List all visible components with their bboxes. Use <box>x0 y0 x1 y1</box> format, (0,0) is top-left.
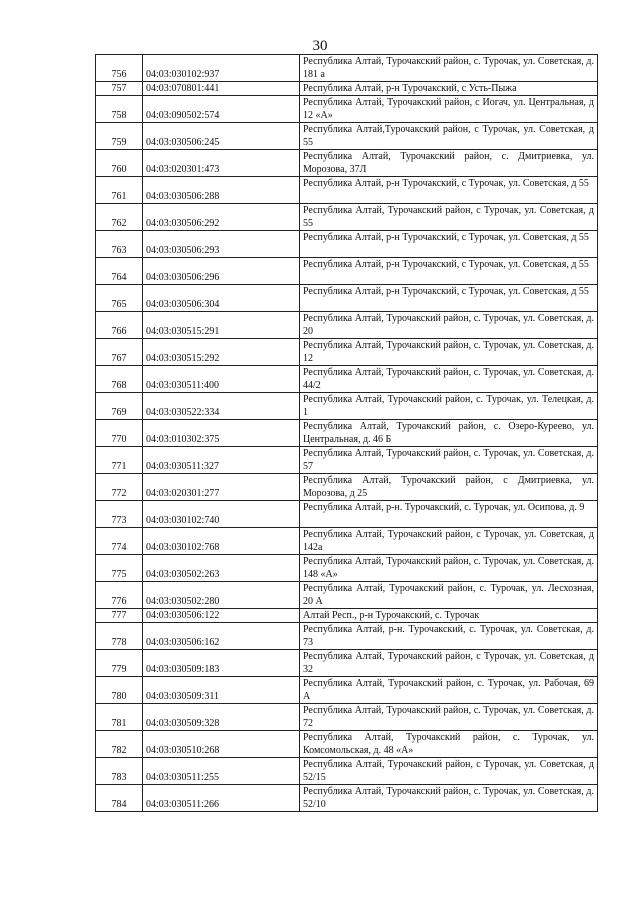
address-cell: Республика Алтай, р-н. Турочакский, с. Турочак, ул. Осипова, д. 9 <box>300 501 598 528</box>
row-number-cell: 760 <box>96 150 143 177</box>
cadastral-number-cell: 04:03:030506:293 <box>143 231 300 258</box>
cadastral-number-cell: 04:03:030511:327 <box>143 447 300 474</box>
cadastral-number-cell: 04:03:030102:768 <box>143 528 300 555</box>
table-row <box>96 704 598 731</box>
table-row <box>96 55 598 82</box>
table-row <box>96 96 598 123</box>
cadastral-number-cell: 04:03:030509:328 <box>143 704 300 731</box>
row-number-cell: 767 <box>96 339 143 366</box>
cadastral-number-cell: 04:03:030506:288 <box>143 177 300 204</box>
cadastral-number-cell: 04:03:030522:334 <box>143 393 300 420</box>
row-number-cell: 770 <box>96 420 143 447</box>
cadastral-number-cell: 04:03:030506:292 <box>143 204 300 231</box>
row-number-cell: 775 <box>96 555 143 582</box>
cadastral-number-cell: 04:03:030102:937 <box>143 55 300 82</box>
table-row <box>96 285 598 312</box>
row-number-cell: 766 <box>96 312 143 339</box>
table-row <box>96 231 598 258</box>
row-number-cell: 773 <box>96 501 143 528</box>
row-number-cell: 784 <box>96 785 143 812</box>
cadastral-number-cell: 04:03:010302:375 <box>143 420 300 447</box>
address-cell: Республика Алтай, Турочакский район, с. Турочак, ул. Советская, д. 20 <box>300 312 598 339</box>
address-cell: Республика Алтай, Турочакский район, с. Турочак, ул. Рабочая, 69 А <box>300 677 598 704</box>
cadastral-number-cell: 04:03:030502:263 <box>143 555 300 582</box>
row-number-cell: 771 <box>96 447 143 474</box>
table-row <box>96 366 598 393</box>
address-cell: Республика Алтай, Турочакский район, с. Турочак, ул. Советская, д. 57 <box>300 447 598 474</box>
row-number-cell: 762 <box>96 204 143 231</box>
cadastral-number-cell: 04:03:030506:245 <box>143 123 300 150</box>
row-number-cell: 756 <box>96 55 143 82</box>
row-number-cell: 764 <box>96 258 143 285</box>
row-number-cell: 769 <box>96 393 143 420</box>
table-row <box>96 258 598 285</box>
address-cell: Республика Алтай, Турочакский район, с. Турочак, ул. Советская, д. 12 <box>300 339 598 366</box>
address-cell: Алтай Респ., р-н Турочакский, с. Турочак <box>300 609 598 623</box>
row-number-cell: 761 <box>96 177 143 204</box>
address-cell: Республика Алтай, р-н Турочакский, с Турочак, ул. Советская, д 55 <box>300 231 598 258</box>
table-row <box>96 501 598 528</box>
table-row <box>96 339 598 366</box>
row-number-cell: 777 <box>96 609 143 623</box>
address-cell: Республика Алтай, р-н Турочакский, с Турочак, ул. Советская, д 55 <box>300 258 598 285</box>
row-number-cell: 781 <box>96 704 143 731</box>
address-cell: Республика Алтай, Турочакский район, с Иогач, ул. Центральная, д 12 «А» <box>300 96 598 123</box>
cadastral-number-cell: 04:03:030502:280 <box>143 582 300 609</box>
cadastral-number-cell: 04:03:030511:266 <box>143 785 300 812</box>
table-row <box>96 555 598 582</box>
row-number-cell: 776 <box>96 582 143 609</box>
table-row <box>96 420 598 447</box>
address-cell: Республика Алтай, р-н Турочакский, с Турочак, ул. Советская, д 55 <box>300 177 598 204</box>
address-cell: Республика Алтай, Турочакский район, с. Турочак, ул. Советская, д. 181 а <box>300 55 598 82</box>
address-cell: Республика Алтай,Турочакский район, с Турочак, ул. Советская, д 55 <box>300 123 598 150</box>
row-number-cell: 772 <box>96 474 143 501</box>
address-cell: Республика Алтай, Турочакский район, с. Турочак, ул. Советская, д. 72 <box>300 704 598 731</box>
table-row <box>96 474 598 501</box>
cadastral-number-cell: 04:03:090502:574 <box>143 96 300 123</box>
cadastral-number-cell: 04:03:030510:268 <box>143 731 300 758</box>
cadastral-number-cell: 04:03:070801:441 <box>143 82 300 96</box>
table-row <box>96 677 598 704</box>
page-number: 30 <box>312 38 328 54</box>
address-cell: Республика Алтай, р-н Турочакский, с Усть-Пыжа <box>300 82 598 96</box>
cadastral-number-cell: 04:03:030506:304 <box>143 285 300 312</box>
row-number-cell: 780 <box>96 677 143 704</box>
address-cell: Республика Алтай, Турочакский район, с. Турочак, ул. Телецкая, д. 1 <box>300 393 598 420</box>
row-number-cell: 774 <box>96 528 143 555</box>
row-number-cell: 782 <box>96 731 143 758</box>
cadastral-number-cell: 04:03:020301:277 <box>143 474 300 501</box>
cadastral-number-cell: 04:03:030511:400 <box>143 366 300 393</box>
cadastral-number-cell: 04:03:020301:473 <box>143 150 300 177</box>
table-row <box>96 785 598 812</box>
table-row <box>96 582 598 609</box>
cadastral-number-cell: 04:03:030511:255 <box>143 758 300 785</box>
row-number-cell: 757 <box>96 82 143 96</box>
table-row <box>96 204 598 231</box>
address-cell: Республика Алтай, Турочакский район, с. Дмитриевка, ул. Морозова, 37Л <box>300 150 598 177</box>
table-row <box>96 393 598 420</box>
address-cell: Республика Алтай, Турочакский район, с. Турочак, ул. Советская, д. 52/10 <box>300 785 598 812</box>
address-cell: Республика Алтай, Турочакский район, с Турочак, ул. Советская, д 142а <box>300 528 598 555</box>
cadastral-table <box>95 54 598 812</box>
cadastral-number-cell: 04:03:030509:311 <box>143 677 300 704</box>
address-cell: Республика Алтай, р-н. Турочакский, с. Турочак, ул. Советская, д. 73 <box>300 623 598 650</box>
row-number-cell: 758 <box>96 96 143 123</box>
address-cell: Республика Алтай, Турочакский район, с Турочак, ул. Советская, д 55 <box>300 204 598 231</box>
table-row <box>96 447 598 474</box>
cadastral-number-cell: 04:03:030102:740 <box>143 501 300 528</box>
cadastral-table-body <box>96 55 598 812</box>
row-number-cell: 759 <box>96 123 143 150</box>
row-number-cell: 765 <box>96 285 143 312</box>
address-cell: Республика Алтай, Турочакский район, с. Озеро-Куреево, ул. Центральная, д. 46 Б <box>300 420 598 447</box>
table-row <box>96 650 598 677</box>
table-row <box>96 177 598 204</box>
table-row <box>96 609 598 623</box>
address-cell: Республика Алтай, Турочакский район, с. Турочак, ул. Советская, д. 148 «А» <box>300 555 598 582</box>
table-row <box>96 758 598 785</box>
address-cell: Республика Алтай, Турочакский район, с. Турочак, ул. Лесхозная, 20 А <box>300 582 598 609</box>
cadastral-number-cell: 04:03:030515:291 <box>143 312 300 339</box>
address-cell: Республика Алтай, Турочакский район, с. Турочак, ул. Советская, д. 44/2 <box>300 366 598 393</box>
table-row <box>96 82 598 96</box>
cadastral-number-cell: 04:03:030515:292 <box>143 339 300 366</box>
row-number-cell: 779 <box>96 650 143 677</box>
row-number-cell: 763 <box>96 231 143 258</box>
address-cell: Республика Алтай, р-н Турочакский, с Турочак, ул. Советская, д 55 <box>300 285 598 312</box>
table-row <box>96 123 598 150</box>
table-row <box>96 623 598 650</box>
row-number-cell: 783 <box>96 758 143 785</box>
cadastral-number-cell: 04:03:030509:183 <box>143 650 300 677</box>
cadastral-number-cell: 04:03:030506:296 <box>143 258 300 285</box>
cadastral-number-cell: 04:03:030506:122 <box>143 609 300 623</box>
address-cell: Республика Алтай, Турочакский район, с. Турочак, ул. Комсомольская, д. 48 «А» <box>300 731 598 758</box>
table-row <box>96 312 598 339</box>
address-cell: Республика Алтай, Турочакский район, с Турочак, ул. Советская, д 32 <box>300 650 598 677</box>
address-cell: Республика Алтай, Турочакский район, с Дмитриевка, ул. Морозова, д 25 <box>300 474 598 501</box>
table-row <box>96 528 598 555</box>
row-number-cell: 768 <box>96 366 143 393</box>
cadastral-number-cell: 04:03:030506:162 <box>143 623 300 650</box>
row-number-cell: 778 <box>96 623 143 650</box>
address-cell: Республика Алтай, Турочакский район, с Турочак, ул. Советская, д 52/15 <box>300 758 598 785</box>
table-row <box>96 731 598 758</box>
table-row <box>96 150 598 177</box>
